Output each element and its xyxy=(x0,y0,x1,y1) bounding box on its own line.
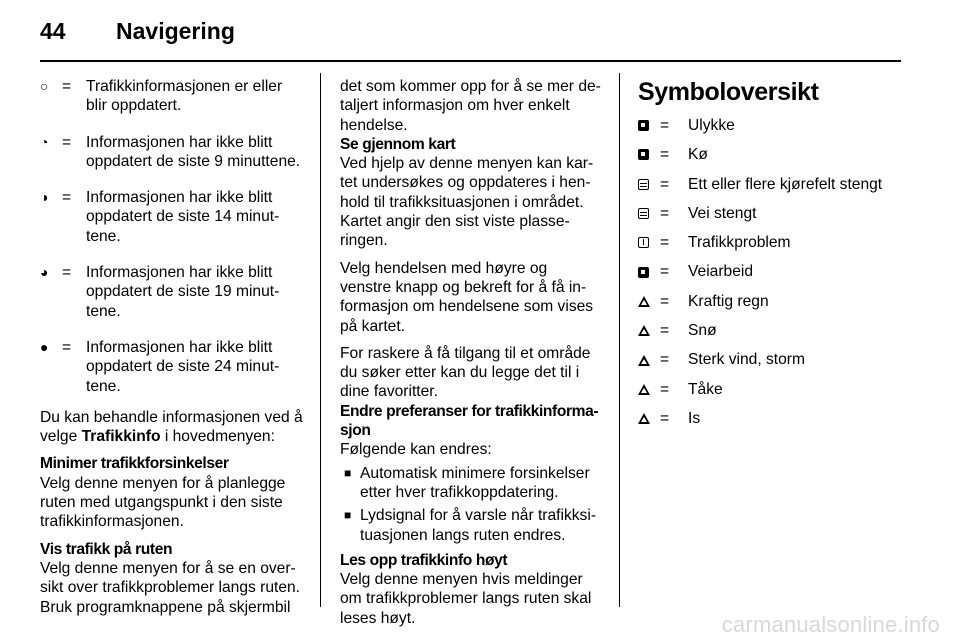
column-3 xyxy=(638,77,900,433)
symbol-row: = Trafikkproblem xyxy=(638,228,900,257)
symbol-label: Snø xyxy=(688,322,717,340)
symbol-row: = Kraftig regn xyxy=(638,287,900,316)
symbol-label: Vei stengt xyxy=(688,204,757,222)
status-row: ◕ = Informasjonen har ikke blitt oppdatert de siste 19 minuttene. xyxy=(40,263,306,321)
status-description: Informasjonen har ikke blitt oppdatert de siste 14 minuttene. xyxy=(86,189,280,245)
section-body: For raskere å få tilgang til et område du søker etter kan du legge det til i dine favoritter. xyxy=(340,344,591,401)
bullet-icon: ■ xyxy=(344,465,352,480)
symbol-label: Ett eller flere kjørefelt stengt xyxy=(688,175,883,193)
symbol-overview-heading: Symboloversikt xyxy=(638,78,819,106)
symbol-label: Veiarbeid xyxy=(688,263,754,281)
bullet-list xyxy=(341,464,602,545)
symbol-row: = Ulykke xyxy=(638,111,900,140)
symbol-label: Ulykke xyxy=(688,117,735,134)
ice-icon xyxy=(638,413,650,424)
symbol-label: Sterk vind, storm xyxy=(688,351,805,369)
section-heading: Endre preferanser for trafikkinformasjon xyxy=(340,402,599,440)
section-heading: Les opp trafikkinfo høyt xyxy=(340,551,508,569)
section-body: Velg hendelsen med høyre og venstre knapp og bekreft for å få informasjon om hendelsene som vises på kartet. xyxy=(340,259,594,335)
symbol-label: Kraftig regn xyxy=(688,292,769,310)
symbol-label: Tåke xyxy=(688,380,723,398)
section-body: Velg denne menyen hvis meldinger om trafikkproblemer langs ruten skal leses høyt. xyxy=(340,571,592,627)
accident-icon xyxy=(638,120,649,131)
symbol-row: = Kø xyxy=(638,140,900,169)
column-2 xyxy=(340,77,602,628)
three-quarter-circle-icon: ◕ xyxy=(40,264,49,281)
status-row: ● = Informasjonen har ikke blitt oppdatert de siste 24 minuttene. xyxy=(40,338,306,396)
column-divider-1 xyxy=(320,73,321,607)
list-item: ■ Automatisk minimere forsinkelser etter hver trafikkoppdatering. xyxy=(341,464,602,503)
symbol-label: Kø xyxy=(688,146,708,164)
status-description: Informasjonen har ikke blitt oppdatert de siste 9 minuttene. xyxy=(86,133,301,170)
status-row: ◑ = Informasjonen har ikke blitt oppdatert de siste 14 minuttene. xyxy=(40,188,306,246)
road-closed-icon xyxy=(638,208,649,219)
status-description: Trafikkinformasjonen er eller blir oppdatert. xyxy=(86,78,283,115)
section-body: Ved hjelp av denne menyen kan kartet undersøkes og oppdateres i henhold til trafikksituasjonen i området. Kartet angir den sist viste plasseringen. xyxy=(340,155,594,250)
section-body: Velg denne menyen for å se en oversikt over trafikkproblemer langs ruten. Bruk programknappene på skjermbil xyxy=(40,559,300,616)
section-heading: Se gjennom kart xyxy=(340,135,456,153)
bullet-icon: ■ xyxy=(344,508,352,523)
lane-closed-icon xyxy=(638,179,649,190)
page-title: Navigering xyxy=(116,18,235,44)
heavy-rain-icon xyxy=(638,296,650,307)
strong-wind-icon xyxy=(638,355,650,366)
queue-icon xyxy=(638,149,649,160)
section-body: Følgende kan endres: xyxy=(340,441,492,459)
symbol-row: = Veiarbeid xyxy=(638,257,900,286)
intro-paragraph: Du kan behandle informasjonen ved å velge Trafikkinfo i hovedmenyen: xyxy=(40,408,303,446)
symbol-row: = Tåke xyxy=(638,375,900,404)
header-rule xyxy=(40,60,901,62)
column-1 xyxy=(40,77,306,617)
section-body-continued: det som kommer opp for å se mer detaljert informasjon om hver enkelt hendelse. xyxy=(340,78,601,134)
symbol-row: = Vei stengt xyxy=(638,199,900,228)
roadwork-icon xyxy=(638,267,649,278)
traffic-problem-icon xyxy=(638,237,649,248)
section-heading: Vis trafikk på ruten xyxy=(40,540,173,558)
snow-icon xyxy=(638,325,650,336)
page-number: 44 xyxy=(40,18,66,44)
symbol-label: Trafikkproblem xyxy=(688,234,791,252)
symbol-row: = Snø xyxy=(638,316,900,345)
status-description: Informasjonen har ikke blitt oppdatert de siste 24 minuttene. xyxy=(86,338,280,395)
empty-circle-icon: ○ xyxy=(40,78,49,94)
symbol-label: Is xyxy=(688,409,701,427)
status-description: Informasjonen har ikke blitt oppdatert de siste 19 minuttene. xyxy=(86,264,280,320)
symbol-row: = Sterk vind, storm xyxy=(638,345,900,374)
fog-icon xyxy=(638,384,650,395)
watermark: carmanualsonline.info xyxy=(721,612,940,637)
menu-reference: Trafikkinfo xyxy=(81,428,161,446)
full-circle-icon: ● xyxy=(40,338,49,355)
column-divider-2 xyxy=(619,73,620,607)
symbol-row: = Ett eller flere kjørefelt stengt xyxy=(638,170,900,199)
quarter-circle-icon: ◔ xyxy=(40,133,49,150)
half-circle-icon: ◑ xyxy=(40,189,49,206)
status-row: ○ = Trafikkinformasjonen er eller blir oppdatert. xyxy=(40,77,306,116)
list-item: ■ Lydsignal for å varsle når trafikksituasjonen langs ruten endres. xyxy=(341,506,602,545)
symbol-row: = Is xyxy=(638,404,900,433)
section-heading: Minimer trafikkforsinkelser xyxy=(40,455,229,473)
status-row: ◔ = Informasjonen har ikke blitt oppdatert de siste 9 minuttene. xyxy=(40,133,306,172)
section-body: Velg denne menyen for å planlegge ruten med utgangspunkt i den siste trafikkinformasjonen. xyxy=(40,474,286,531)
